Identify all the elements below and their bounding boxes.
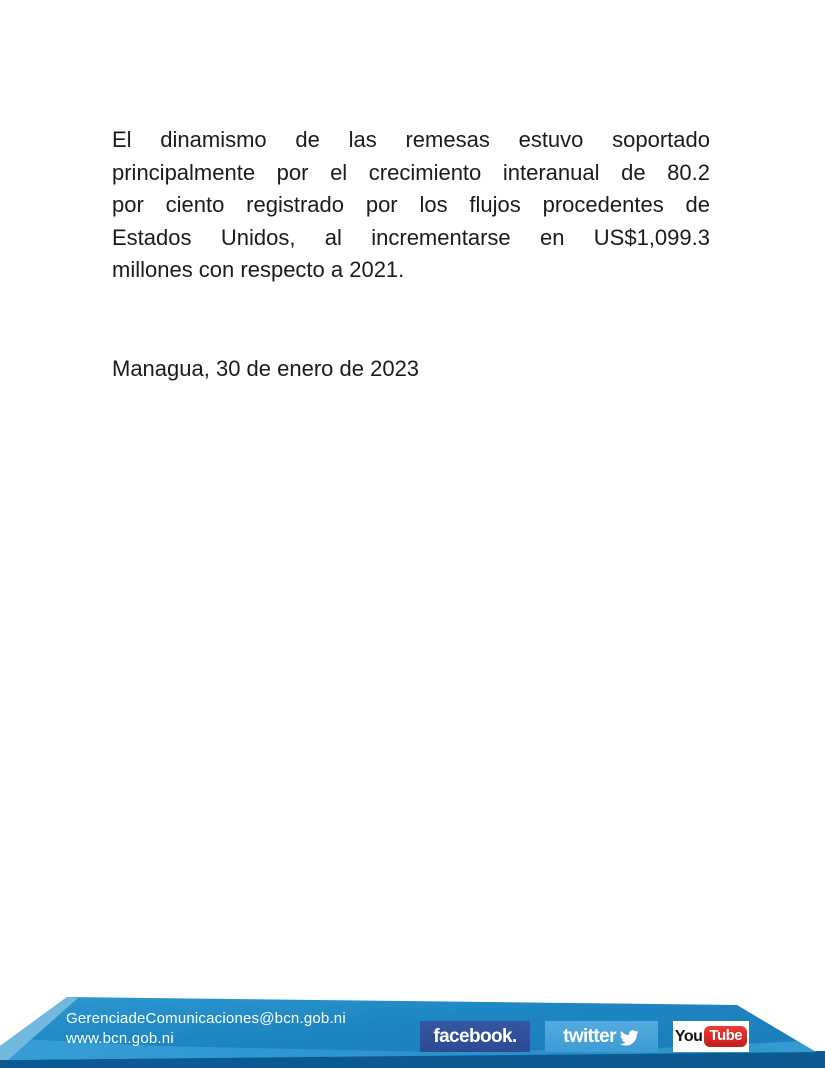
paragraph-line: por ciento registrado por los flujos procedentes de (112, 192, 710, 217)
press-release-paragraph (112, 124, 710, 287)
footer-email-link[interactable]: GerenciadeComunicaciones@bcn.gob.ni (66, 1010, 346, 1027)
footer-website-link[interactable]: www.bcn.gob.ni (66, 1030, 174, 1047)
paragraph-line: El dinamismo de las remesas estuvo soportado (112, 127, 710, 152)
footer-banner (0, 988, 825, 1068)
press-release-body (112, 124, 710, 385)
facebook-button[interactable] (420, 1021, 530, 1052)
twitter-bird-icon (618, 1028, 640, 1048)
youtube-tube-wordmark: Tube (704, 1026, 747, 1047)
twitter-wordmark: twitter (563, 1025, 616, 1047)
dateline: Managua, 30 de enero de 2023 (112, 355, 420, 381)
footer-contact-info (66, 1009, 346, 1049)
paragraph-line: Estados Unidos, al incrementarse en US$1,099.3 (112, 224, 710, 250)
paragraph-line: principalmente por el crecimiento interanual de 80.2 (112, 159, 710, 185)
youtube-you-wordmark: You (674, 1027, 703, 1045)
facebook-wordmark: facebook. (433, 1025, 517, 1047)
social-badges (420, 1021, 749, 1052)
youtube-button[interactable] (673, 1021, 749, 1052)
paragraph-line: millones con respecto a 2021. (112, 257, 405, 282)
twitter-button[interactable] (545, 1021, 658, 1052)
